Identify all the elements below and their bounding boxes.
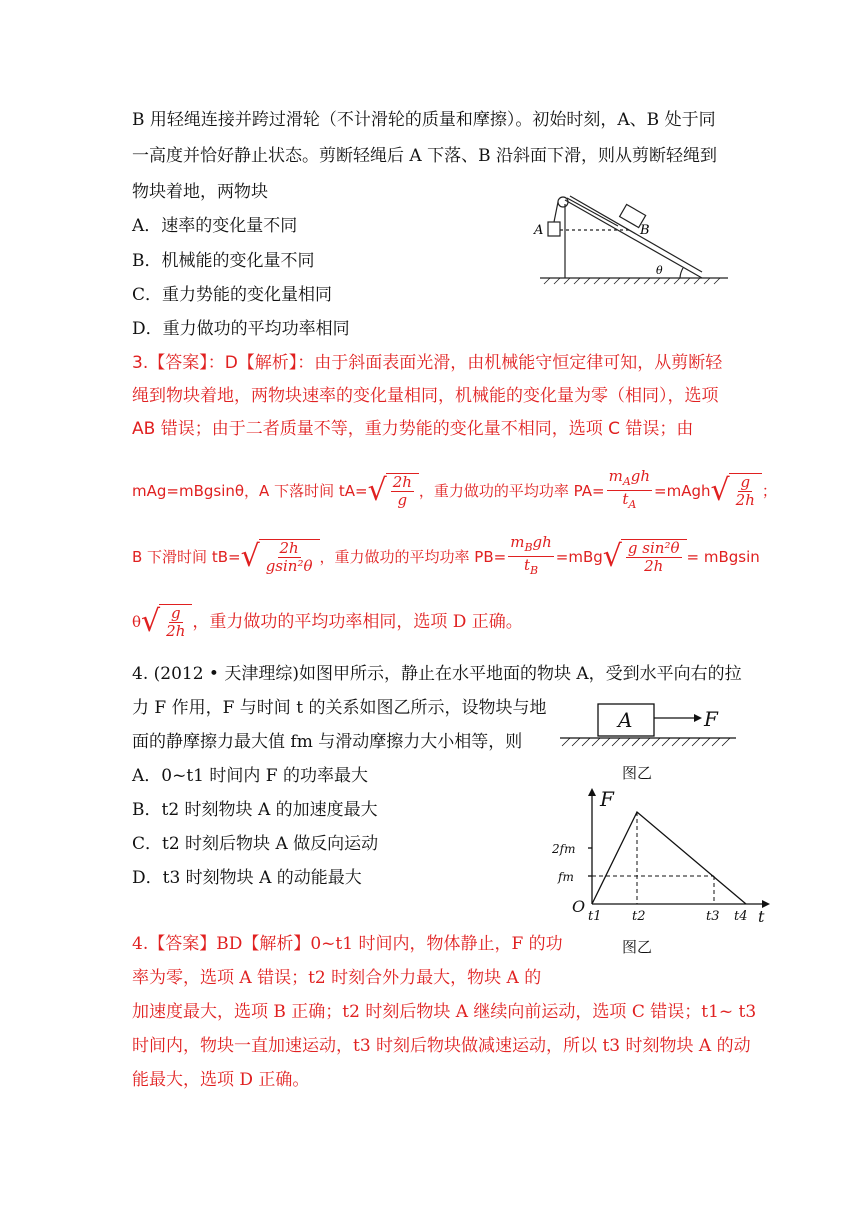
block-label-a: A — [618, 708, 633, 732]
a3-line-2: 绳到物块着地，两物块速率的变化量相同，机械能的变化量为零（相同），选项 — [132, 386, 719, 406]
eq1-end: ； — [761, 481, 777, 500]
q3-line-1: B 用轻绳连接并跨过滑轮（不计滑轮的质量和摩擦）。初始时刻，A、B 处于同 — [132, 110, 716, 130]
tick-t3: t3 — [706, 909, 720, 924]
a4-line-2: 率为零，选项 A 错误；t2 时刻合外力最大，物块 A 的 — [132, 968, 542, 988]
fig-label-a: A — [534, 223, 544, 238]
y-axis-label: F — [600, 787, 614, 811]
tick-t2: t2 — [632, 909, 646, 924]
a3-final-text: ，重力做功的平均功率相同，选项 D 正确。 — [192, 612, 523, 632]
frac-mbgh-over-tb: $\frac{m_Bgh}{t_B}$ — [510, 533, 552, 577]
q3-option-d: D．重力做功的平均功率相同 — [132, 319, 350, 339]
sqrt-2h-over-g: √ $\frac{2h}{g}$ — [368, 473, 419, 509]
a3-equation-1 — [132, 468, 777, 513]
q3-line-2: 一高度并恰好静止状态。剪断轻绳后 A 下落、B 沿斜面下滑，则从剪断轻绳到 — [132, 146, 717, 166]
eq1-mid: ，重力做功的平均功率 PA= — [418, 481, 605, 500]
q3-option-b: B．机械能的变化量不同 — [132, 251, 315, 271]
fig-label-theta: θ — [656, 264, 663, 277]
fig-label-b: B — [640, 223, 650, 238]
force-label-f: F — [704, 707, 718, 731]
origin-label: O — [572, 897, 586, 916]
a4-line-3: 加速度最大，选项 B 正确；t2 时刻后物块 A 继续向前运动，选项 C 错误；t1~ t3 — [132, 1002, 757, 1022]
a3-line-1: 3.【答案】：D【解析】：由于斜面表面光滑，由机械能守恒定律可知，从剪断轻 — [132, 353, 723, 373]
fig2-caption: 图乙 — [622, 938, 653, 956]
a3-equation-2 — [132, 534, 760, 579]
eq2-end: = mBgsin — [686, 547, 760, 566]
block-force-figure — [558, 698, 738, 754]
q4-line-3: 面的静摩擦力最大值 fm 与滑动摩擦力大小相等，则 — [132, 732, 523, 752]
q3-option-a: A．速率的变化量不同 — [132, 216, 298, 236]
eq2-eq: =mBg — [555, 547, 603, 566]
q3-line-3: 物块着地，两物块 — [132, 182, 268, 202]
theta-symbol: θ — [132, 613, 142, 631]
sqrt-2h-over-gsin2: √ $\frac{2h}{\text{gsin²θ}}$ — [241, 539, 320, 575]
q4-option-b: B．t2 时刻物块 A 的加速度最大 — [132, 800, 378, 820]
tick-t1: t1 — [588, 909, 602, 924]
a4-line-4: 时间内，物块一直加速运动，t3 时刻后物块做减速运动，所以 t3 时刻物块 A 的动 — [132, 1036, 751, 1056]
tick-fm: fm — [558, 870, 574, 884]
eq2-mid: ，重力做功的平均功率 PB= — [319, 547, 507, 566]
tick-2fm: 2fm — [552, 842, 576, 856]
q4-option-d: D．t3 时刻物块 A 的动能最大 — [132, 868, 362, 888]
q4-option-c: C．t2 时刻后物块 A 做反向运动 — [132, 834, 379, 854]
a4-line-5: 能最大，选项 D 正确。 — [132, 1070, 310, 1090]
a3-conclusion — [132, 604, 523, 640]
q3-option-c: C．重力势能的变化量相同 — [132, 285, 333, 305]
frac-magh-over-ta: $\frac{m_Agh}{t_A}$ — [608, 467, 651, 511]
fig1-caption: 图乙 — [622, 764, 653, 782]
tick-t4: t4 — [734, 909, 748, 924]
sqrt-gsin2-over-2h: √ $\frac{\text{g sin²θ}}{2h}$ — [603, 539, 687, 575]
q4-line-2: 力 F 作用，F 与时间 t 的关系如图乙所示，设物块与地 — [132, 698, 547, 718]
force-time-graph — [548, 786, 780, 926]
eq2-left: B 下滑时间 tB= — [132, 547, 241, 566]
eq1-eq: =mAgh — [654, 481, 711, 500]
q4-option-a: A．0~t1 时间内 F 的功率最大 — [132, 766, 368, 786]
a3-line-3: AB 错误；由于二者质量不等，重力势能的变化量不相同，选项 C 错误；由 — [132, 419, 694, 439]
sqrt-g-over-2h-final: √ $\frac{g}{2h}$ — [141, 604, 192, 640]
x-axis-label: t — [758, 907, 765, 926]
a4-line-1: 4.【答案】BD【解析】0~t1 时间内，物体静止，F 的功 — [132, 934, 563, 954]
sqrt-g-over-2h: √ $\frac{g}{2h}$ — [711, 473, 762, 509]
eq1-left: mAg=mBgsinθ，A 下落时间 tA= — [132, 481, 368, 500]
incline-pulley-figure — [530, 190, 730, 290]
q4-line-1: 4. (2012 • 天津理综)如图甲所示，静止在水平地面的物块 A，受到水平向右的拉 — [132, 664, 742, 684]
